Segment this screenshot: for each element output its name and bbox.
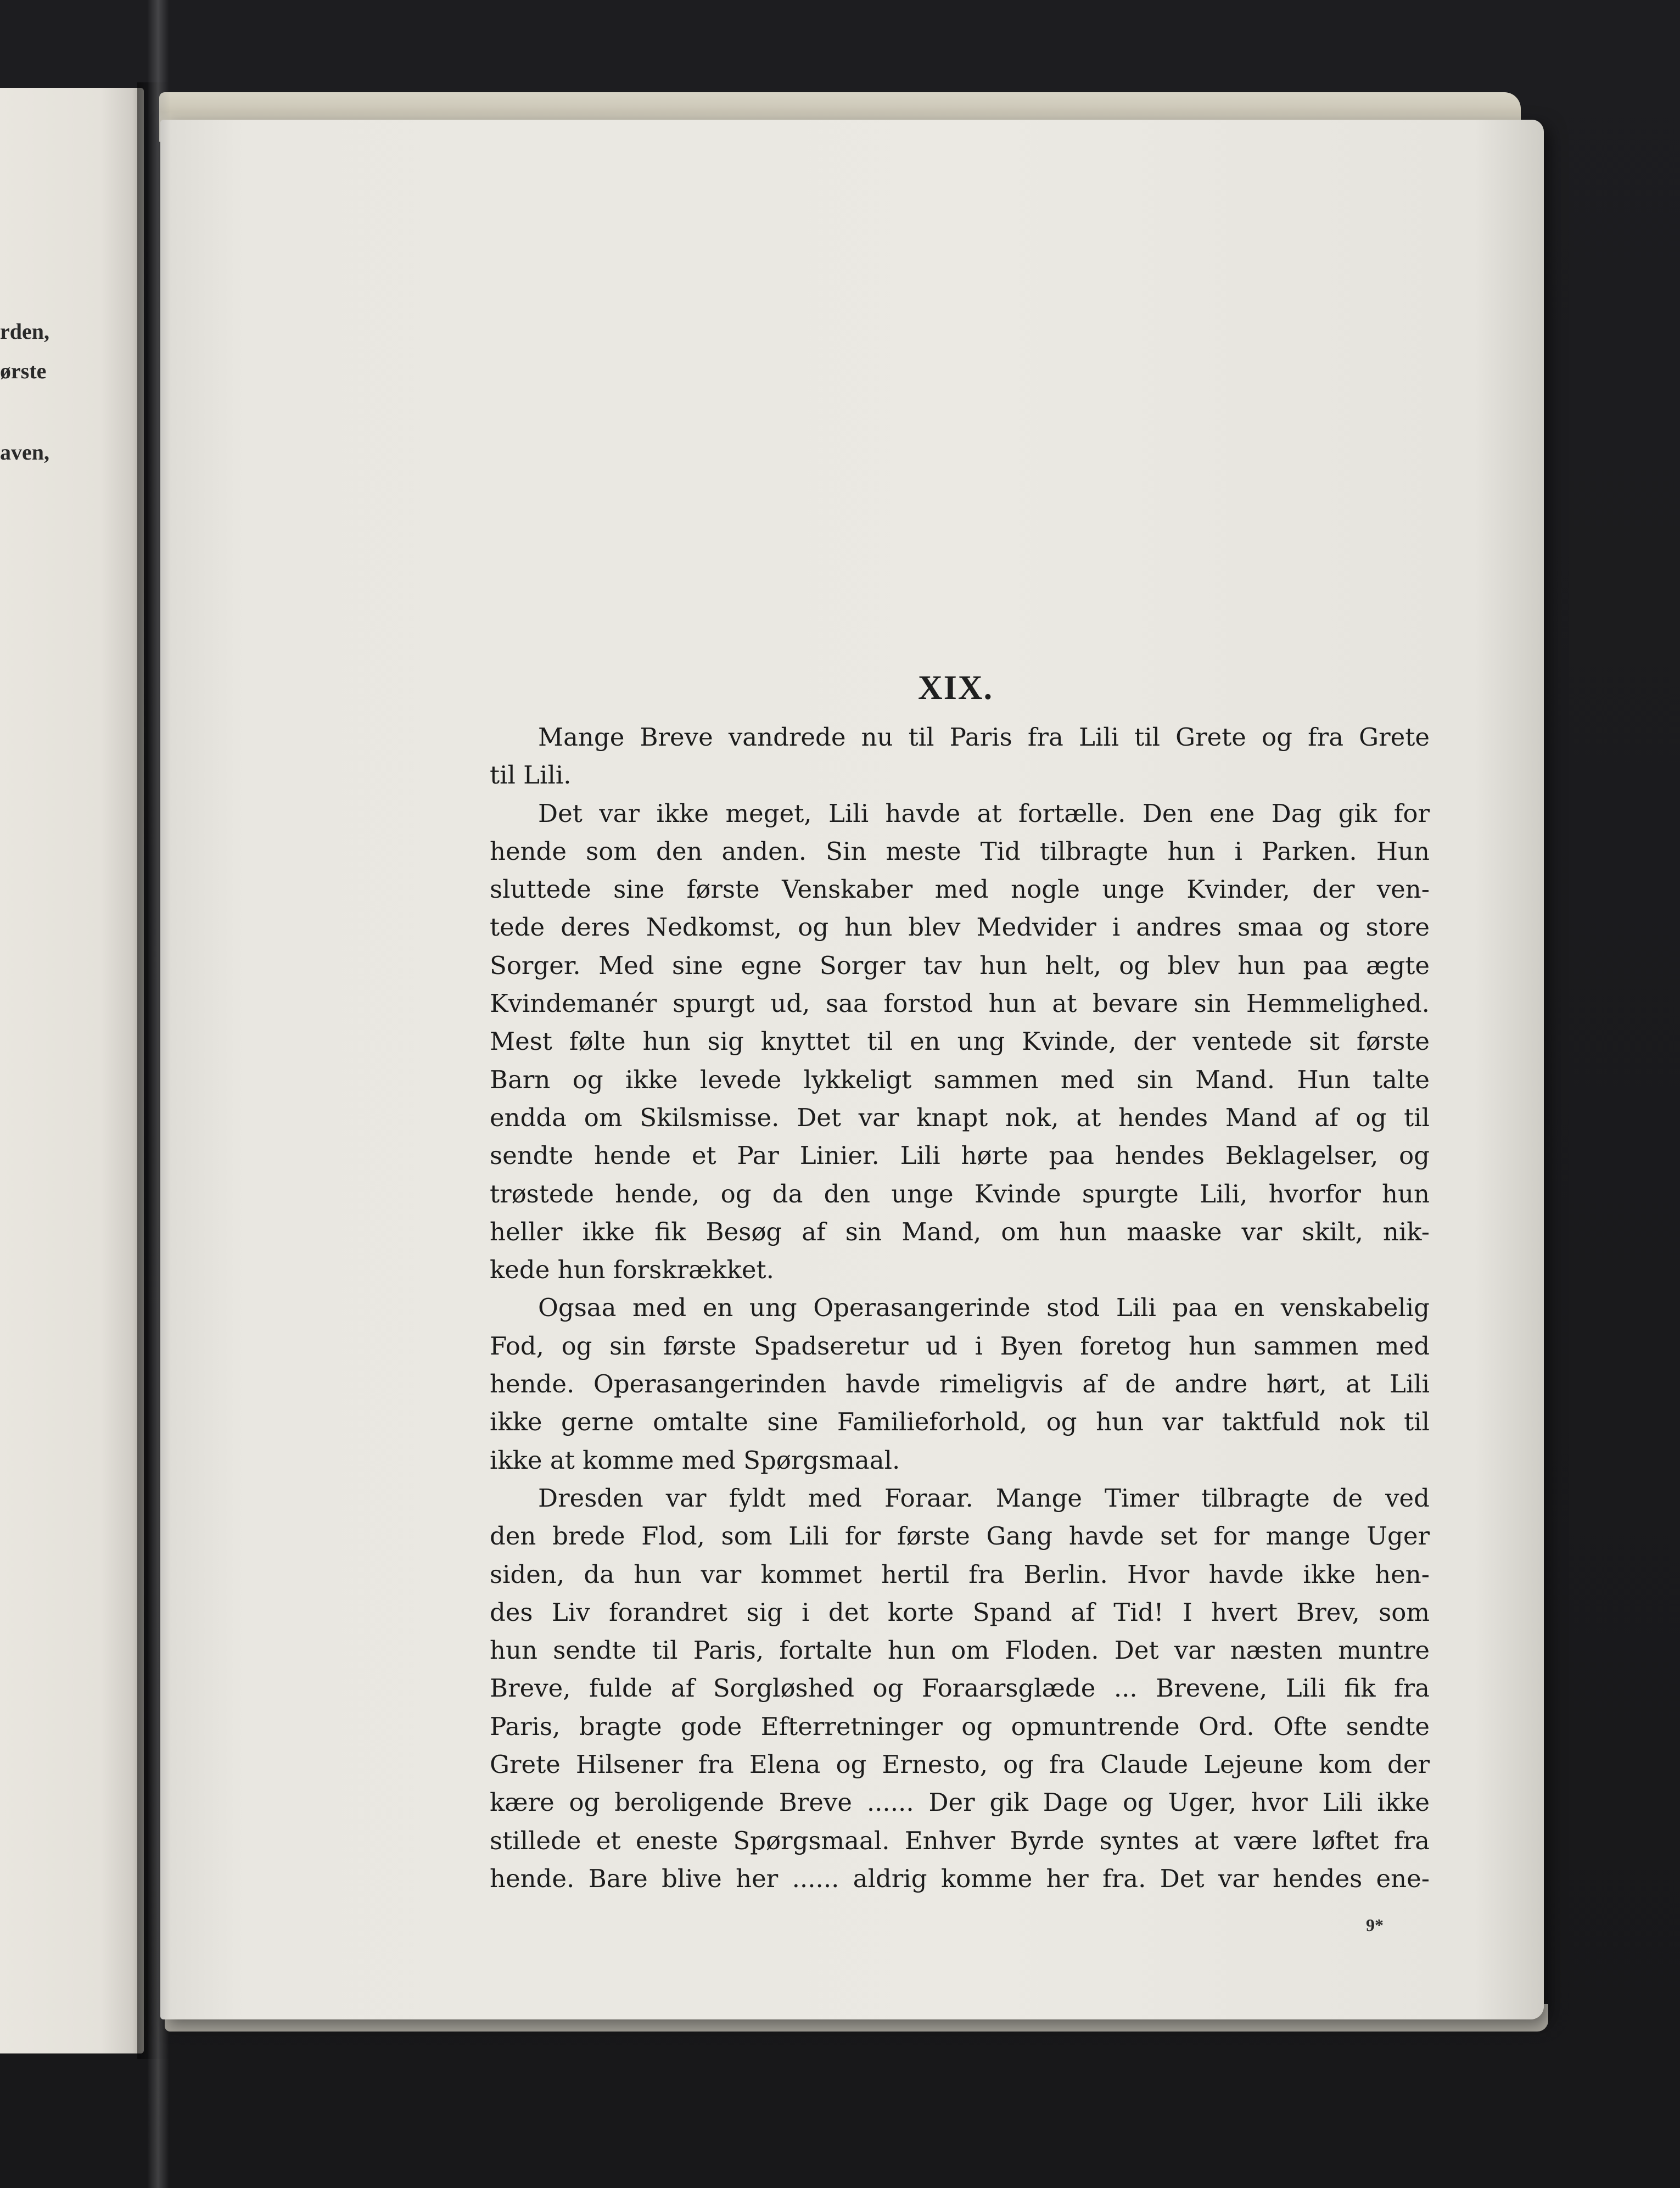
text-line: Kvindemanér spurgt ud, saa forstod hun at bevare sin Hemmelighed. xyxy=(490,989,1430,1019)
left-page-fragment: ørste xyxy=(0,359,47,383)
text-line: Fod, og sin første Spadseretur ud i Byen foretog hun sammen med xyxy=(490,1331,1430,1361)
text-line: Dresden var fyldt med Foraar. Mange Timer tilbragte de ved xyxy=(538,1483,1430,1513)
text-line: Ogsaa med en ung Operasangerinde stod Lili paa en venskabelig xyxy=(538,1293,1430,1323)
text-line: sendte hende et Par Linier. Lili hørte paa hendes Beklagelser, og xyxy=(490,1141,1430,1171)
text-line: heller ikke fik Besøg af sin Mand, om hun maaske var skilt, nik- xyxy=(490,1217,1430,1246)
text-line: kære og beroligende Breve ...... Der gik Dage og Uger, hvor Lili ikke xyxy=(490,1788,1430,1817)
text-line: Det var ikke meget, Lili havde at fortælle. Den ene Dag gik for xyxy=(538,798,1430,828)
text-line: Breve, fulde af Sorgløshed og Foraarsglæde ... Brevene, Lili fik fra xyxy=(490,1674,1430,1703)
text-line: den brede Flod, som Lili for første Gang havde set for mange Uger xyxy=(490,1521,1430,1551)
text-line: Grete Hilsener fra Elena og Ernesto, og fra Claude Lejeune kom der xyxy=(490,1750,1430,1780)
glass-reflection xyxy=(147,0,169,2188)
text-line: Mest følte hun sig knyttet til en ung Kvinde, der ventede sit første xyxy=(490,1027,1430,1056)
chapter-title: XIX. xyxy=(918,669,994,707)
text-line: sluttede sine første Venskaber med nogle unge Kvinder, der ven- xyxy=(490,875,1430,904)
left-page xyxy=(0,88,144,2053)
text-line: hende. Operasangerinden havde rimeligvis af de andre hørt, at Lili xyxy=(490,1369,1430,1399)
text-line: ikke at komme med Spørgsmaal. xyxy=(490,1445,900,1475)
text-line: tede deres Nedkomst, og hun blev Medvider i andres smaa og store xyxy=(490,913,1430,942)
text-line: Mange Breve vandrede nu til Paris fra Lili til Grete og fra Grete xyxy=(538,723,1430,752)
left-page-fragment: rden, xyxy=(0,319,49,344)
body-text xyxy=(490,718,1430,1898)
text-line: hun sendte til Paris, fortalte hun om Floden. Det var næsten muntre xyxy=(490,1636,1430,1665)
left-page-fragment: aven, xyxy=(0,440,49,465)
text-line: hende. Bare blive her ...... aldrig komme her fra. Det var hendes ene- xyxy=(490,1864,1430,1893)
text-line: siden, da hun var kommet hertil fra Berlin. Hvor havde ikke hen- xyxy=(490,1559,1430,1589)
text-line: des Liv forandret sig i det korte Spand af Tid! I hvert Brev, som xyxy=(490,1597,1430,1627)
text-line: ikke gerne omtalte sine Familieforhold, og hun var taktfuld nok til xyxy=(490,1407,1430,1437)
right-page xyxy=(160,120,1544,2019)
text-line: trøstede hende, og da den unge Kvinde spurgte Lili, hvorfor hun xyxy=(490,1179,1430,1208)
text-line: stillede et eneste Spørgsmaal. Enhver Byrde syntes at være løftet fra xyxy=(490,1826,1430,1855)
text-line: til Lili. xyxy=(490,760,572,790)
text-line: kede hun forskrækket. xyxy=(490,1255,774,1285)
text-line: hende som den anden. Sin meste Tid tilbragte hun i Parken. Hun xyxy=(490,836,1430,866)
text-line: Sorger. Med sine egne Sorger tav hun helt, og blev hun paa ægte xyxy=(490,950,1430,980)
text-line: Barn og ikke levede lykkeligt sammen med sin Mand. Hun talte xyxy=(490,1065,1430,1094)
text-line: endda om Skilsmisse. Det var knapt nok, at hendes Mand af og til xyxy=(490,1103,1430,1132)
text-line: Paris, bragte gode Efterretninger og opmuntrende Ord. Ofte sendte xyxy=(490,1711,1430,1741)
page-number: 9* xyxy=(1366,1915,1384,1935)
